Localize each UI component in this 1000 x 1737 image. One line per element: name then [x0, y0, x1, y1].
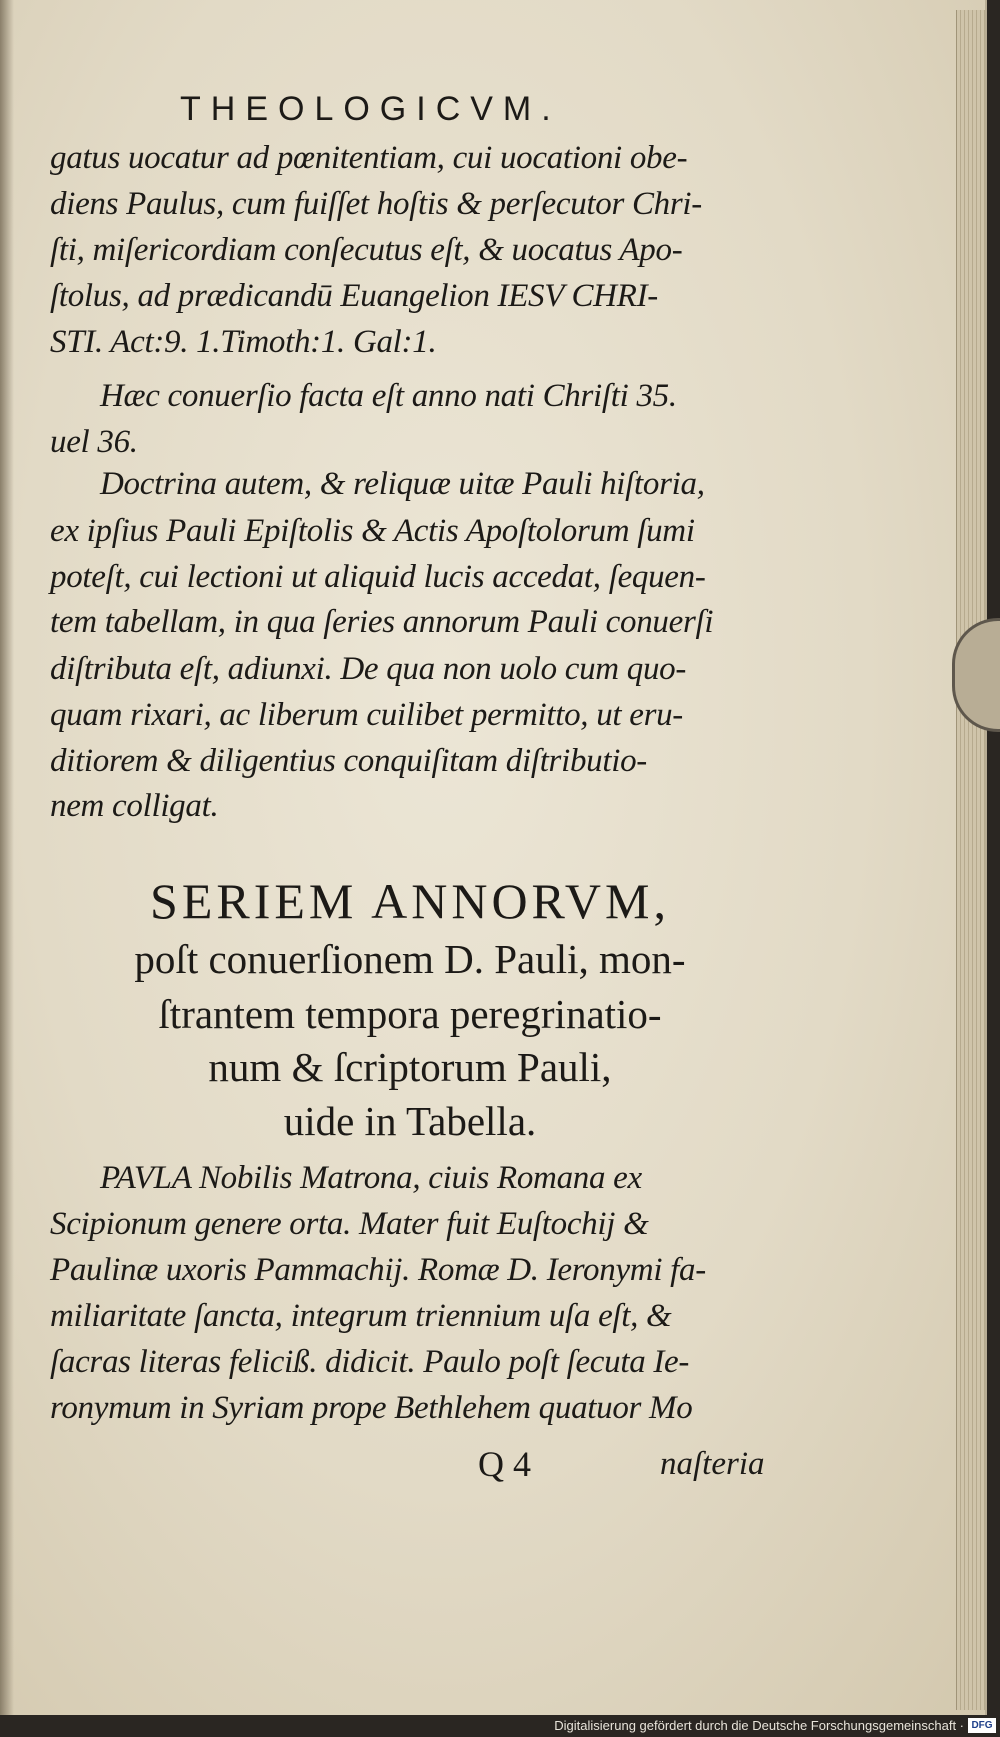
running-head: THEOLOGICVM. [180, 90, 561, 128]
text-line: uel 36. [50, 424, 138, 460]
section-heading: SERIEM ANNORVM, [150, 873, 670, 929]
text-line: Doctrina autem, & reliquæ uitæ Pauli hiſtoria, [100, 466, 705, 502]
text-line: diens Paulus, cum fuiſſet hoſtis & perſecutor Chri- [50, 186, 702, 222]
text-line: poteſt, cui lectioni ut aliquid lucis accedat, ſequen- [50, 559, 706, 595]
footer-credit: Digitalisierung gefördert durch die Deutsche Forschungsgemeinschaft · [554, 1718, 964, 1733]
text-line: ex ipſius Pauli Epiſtolis & Actis Apoſtolorum ſumi [50, 513, 695, 549]
text-line: miliaritate ſancta, integrum triennium uſa eſt, & [50, 1298, 672, 1334]
text-line: tem tabellam, in qua ſeries annorum Pauli conuerſi [50, 604, 714, 640]
text-line: PAVLA Nobilis Matrona, ciuis Romana ex [100, 1160, 642, 1196]
dfg-logo: DFG [968, 1718, 996, 1733]
section-subheading-line: num & ſcriptorum Pauli, [208, 1044, 612, 1090]
text-line: STI. Act:9. 1.Timoth:1. Gal:1. [50, 324, 437, 360]
text-line: Paulinæ uxoris Pammachij. Romæ D. Ieronymi fa- [50, 1252, 706, 1288]
catchword: naſteria [660, 1446, 765, 1482]
text-line: ſti, miſericordiam conſecutus eſt, & uocatus Apo- [50, 232, 683, 268]
section-subheading-line: ſtrantem tempora peregrinatio- [158, 991, 662, 1037]
text-line: ſacras literas feliciß. didicit. Paulo poſt ſecuta Ie- [50, 1344, 690, 1380]
text-line: Scipionum genere orta. Mater fuit Euſtochij & [50, 1206, 649, 1242]
footer-bar [0, 1715, 1000, 1737]
text-line: ronymum in Syriam prope Bethlehem quatuor Mo [50, 1390, 693, 1426]
gutter-shadow [0, 0, 14, 1715]
section-subheading-line: uide in Tabella. [283, 1098, 537, 1144]
text-line: Hæc conuerſio facta eſt anno nati Chriſti 35. [100, 378, 677, 414]
text-line: ſtolus, ad prædicandū Euangelion IESV CHRI- [50, 278, 658, 314]
page-stack-edge [956, 10, 985, 1710]
text-line: quam rixari, ac liberum cuilibet permitto, ut eru- [50, 697, 683, 733]
signature-mark: Q 4 [478, 1444, 531, 1484]
text-line: nem colligat. [50, 788, 219, 824]
section-subheading-line: poſt conuerſionem D. Pauli, mon- [134, 936, 686, 982]
text-line: gatus uocatur ad pœnitentiam, cui uocationi obe- [50, 140, 688, 176]
text-line: ditiorem & diligentius conquiſitam diſtributio- [50, 743, 647, 779]
text-line: diſtributa eſt, adiunxi. De qua non uolo cum quo- [50, 651, 687, 687]
